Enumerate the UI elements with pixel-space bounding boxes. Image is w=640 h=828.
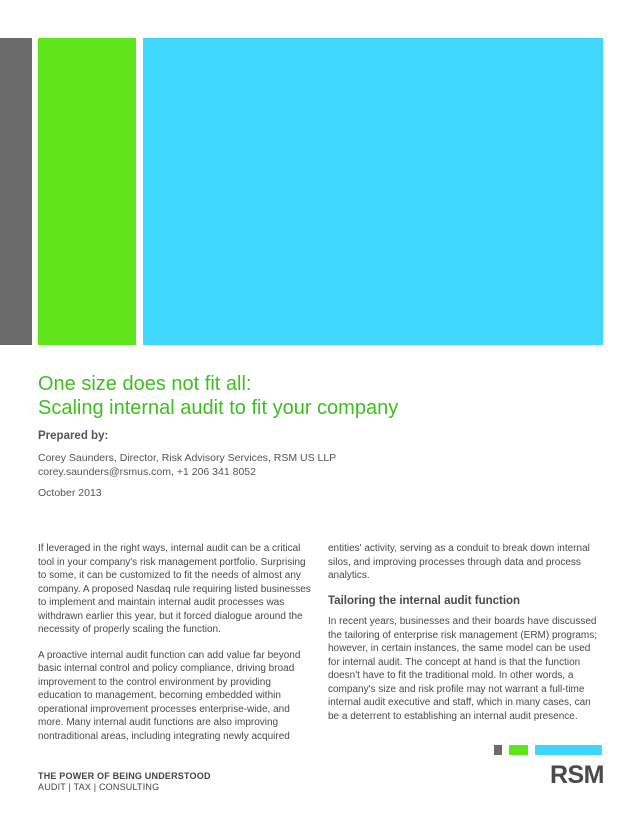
body-paragraph-2: A proactive internal audit function can add value far beyond basic internal control and policy compliance, driving broad improvement to the control environment by providing education to management, becoming embedded within operational improvement processes enterprise-wide, and more. Many internal audit functions are also improving nontraditional areas, including integrating newly acquired — [38, 649, 301, 742]
logo-blue-bar — [535, 745, 602, 755]
header-blue-block — [143, 38, 603, 345]
body-paragraph-3: entities' activity, serving as a conduit to break down internal silos, and improving processes through data and process analytics. — [328, 543, 590, 581]
body-paragraph-4: In recent years, businesses and their boards have discussed the tailoring of enterprise risk management (ERM) programs; however, in certain instances, the same model can be used for internal audit. The concept at hand is that the function doesn't have to fit the traditional mold. In other words, a company's size and risk profile may not warrant a full-time internal audit executive and staff, which in many cases, can be a deterrent to establishing an internal audit presence. — [328, 616, 597, 722]
body-column-right — [328, 542, 603, 735]
tagline-line-2: AUDIT | TAX | CONSULTING — [38, 782, 160, 792]
footer-tagline — [38, 771, 211, 793]
body-paragraph-1: If leveraged in the right ways, internal audit can be a critical tool in your company's risk management portfolio. Surprising to some, it can be customized to fit the needs of almost any company. A proposed Nasdaq rule requiring listed businesses to implement and maintain internal audit processes was withdrawn earlier this year, but it forced dialogue around the necessity of properly scaling the function. — [38, 543, 311, 635]
header-gray-block — [0, 38, 32, 345]
document-title — [38, 372, 598, 420]
logo-gray-bar — [494, 745, 502, 755]
tagline-line-1: THE POWER OF BEING UNDERSTOOD — [38, 771, 211, 781]
rsm-logo: RSM — [549, 761, 604, 789]
publication-date: October 2013 — [38, 487, 102, 499]
header-green-block — [38, 38, 136, 345]
title-line-2: Scaling internal audit to fit your company — [38, 397, 399, 419]
author-name-title: Corey Saunders, Director, Risk Advisory Services, RSM US LLP — [38, 452, 337, 464]
title-line-1: One size does not fit all: — [38, 373, 252, 395]
logo-green-bar — [509, 745, 528, 755]
author-block — [38, 451, 336, 479]
prepared-by-label: Prepared by: — [38, 430, 109, 442]
author-contact: corey.saunders@rsmus.com, +1 206 341 8052 — [38, 466, 256, 478]
body-column-left — [38, 542, 313, 755]
section-heading: Tailoring the internal audit function — [328, 594, 521, 607]
